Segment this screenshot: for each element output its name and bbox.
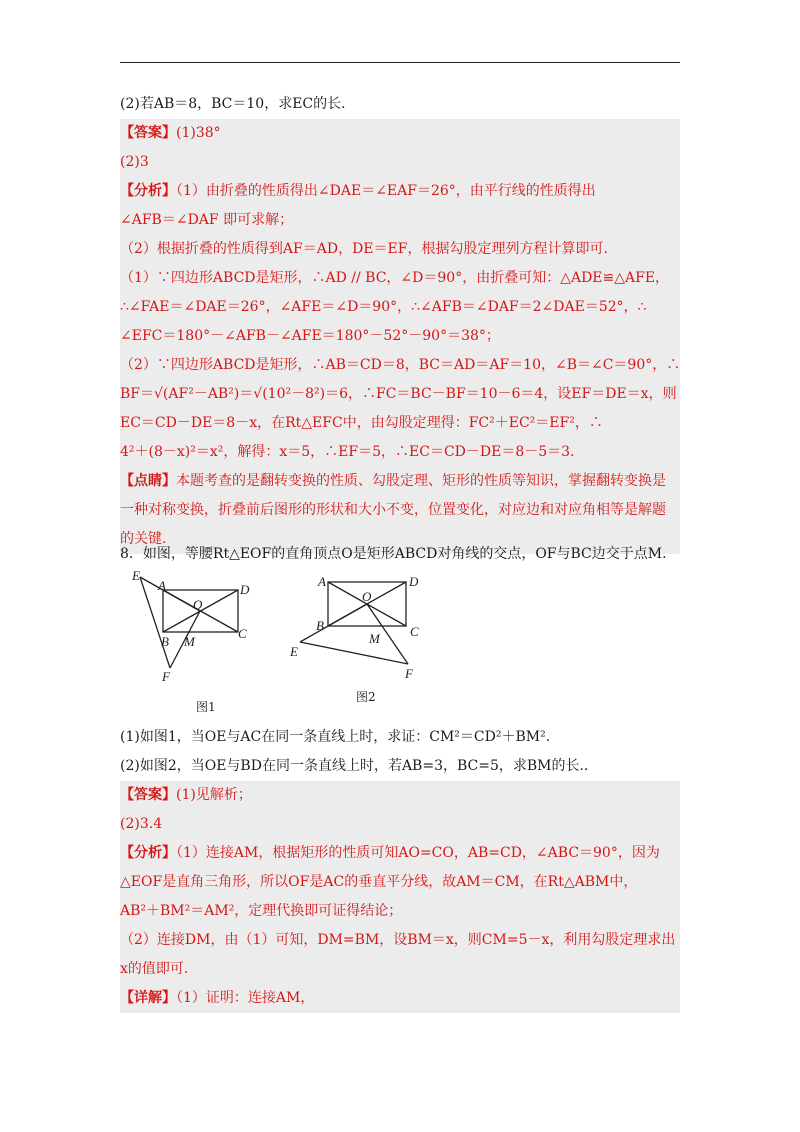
fig1-label-b: B (161, 634, 169, 649)
fig2-label-o: O (362, 589, 372, 604)
analysis-line-2: ∠AFB＝∠DAF 即可求解； (120, 212, 294, 228)
detail-line-7: 4²＋(8－x)²＝x²，解得：x＝5，∴EF＝5，∴EC＝CD－DE＝8－5＝3. (120, 444, 575, 460)
header-rule (120, 62, 680, 63)
fig1-label-d: D (240, 582, 250, 597)
p8-detail-line-1: 【详解】（1）证明：连接AM， (120, 990, 315, 1006)
fig1-label-m: M (184, 634, 195, 649)
problem-8-body (120, 723, 680, 1013)
p8-analysis-line-4: （2）连接DM，由（1）可知，DM=BM，设BM＝x，则CM=5－x，利用勾股定理求出 (120, 932, 676, 948)
problem-8-solution-box (120, 781, 680, 1013)
p8-answer-line-2: (2)3.4 (120, 816, 163, 832)
p8-analysis-line-2: △EOF是直角三角形，所以OF是AC的垂直平分线，故AM＝CM，在Rt△ABM中， (120, 874, 638, 890)
fig1-label-f: F (162, 669, 170, 684)
fig2-label-c: C (410, 624, 419, 639)
fig2-caption: 图2 (356, 690, 376, 704)
fig1-label-a: A (158, 578, 166, 593)
problem-8-stem (120, 540, 680, 569)
problem-8-text: 8．如图，等腰Rt△EOF的直角顶点O是矩形ABCD对角线的交点，OF与BC边交于点M. (120, 546, 667, 562)
detail-line-5: BF＝√(AF²－AB²)＝√(10²－8²)＝6，∴FC＝BC－BF＝10－6＝4，设EF＝DE＝x，则 (120, 386, 677, 402)
fig2-label-d: D (409, 574, 419, 589)
fig1-label-e: E (132, 568, 140, 583)
p8-analysis-line-3: AB²＋BM²＝AM²，定理代换即可证得结论； (120, 903, 403, 919)
fig1-caption: 图1 (196, 700, 216, 714)
detail-line-6: EC＝CD－DE＝8－x，在Rt△EFC中，由勾股定理得：FC²＋EC²＝EF²，∴ (120, 415, 603, 431)
fig2-label-b: B (316, 618, 324, 633)
geometry-figures (128, 568, 448, 718)
solution-box (120, 119, 680, 554)
problem-8-question-1: (1)如图1，当OE与AC在同一条直线上时，求证：CM²＝CD²＋BM². (120, 729, 551, 745)
detail-line-1: （1）∵四边形ABCD是矩形，∴AD // BC，∠D＝90°，由折叠可知：△ADE≌△AFE， (120, 270, 670, 286)
fig1-label-c: C (238, 626, 247, 641)
fig2-label-f: F (405, 666, 413, 681)
comment-line-3: 的关键. (120, 531, 167, 547)
figure-1 (140, 577, 238, 668)
analysis-line-1: 【分析】（1）由折叠的性质得出∠DAE＝∠EAF＝26°，由平行线的性质得出 (120, 183, 596, 199)
answer-line-1: 【答案】(1)38° (120, 125, 221, 141)
p8-answer-line-1: 【答案】(1)见解析； (120, 787, 252, 803)
detail-line-2: ∴∠FAE＝∠DAE＝26°，∠AFE＝∠D＝90°，∴∠AFB＝∠DAF＝2∠DAE＝52°，∴ (120, 299, 647, 315)
p8-analysis-line-1: 【分析】（1）连接AM，根据矩形的性质可知AO=CO，AB=CD，∠ABC＝90°，因为 (120, 845, 660, 861)
fig2-segment-ef (300, 642, 408, 664)
comment-line-2: 一种对称变换，折叠前后图形的形状和大小不变，位置变化，对应边和对应角相等是解题 (120, 502, 666, 518)
fig2-segment-oe (300, 604, 367, 642)
fig2-label-m: M (369, 631, 380, 646)
answer-line-2: (2)3 (120, 154, 149, 170)
question-part2: (2)若AB＝8，BC＝10，求EC的长. (120, 96, 346, 112)
detail-line-3: ∠EFC＝180°－∠AFB－∠AFE＝180°－52°－90°＝38°； (120, 328, 500, 344)
previous-problem-continuation (120, 90, 680, 554)
analysis-line-3: （2）根据折叠的性质得到AF＝AD，DE＝EF，根据勾股定理列方程计算即可. (120, 241, 608, 257)
fig1-label-o: O (193, 597, 203, 612)
p8-analysis-line-5: x的值即可. (120, 961, 189, 977)
problem-8-question-2: (2)如图2，当OE与BD在同一条直线上时，若AB=3，BC=5，求BM的长.． (120, 758, 598, 774)
comment-line-1: 【点睛】本题考查的是翻转变换的性质、勾股定理、矩形的性质等知识，掌握翻转变换是 (120, 473, 666, 489)
detail-line-4: （2）∵四边形ABCD是矩形，∴AB＝CD＝8，BC＝AD＝AF＝10，∠B＝∠C＝90°，∴ (120, 357, 681, 373)
fig2-label-e: E (290, 644, 298, 659)
fig2-label-a: A (318, 574, 326, 589)
